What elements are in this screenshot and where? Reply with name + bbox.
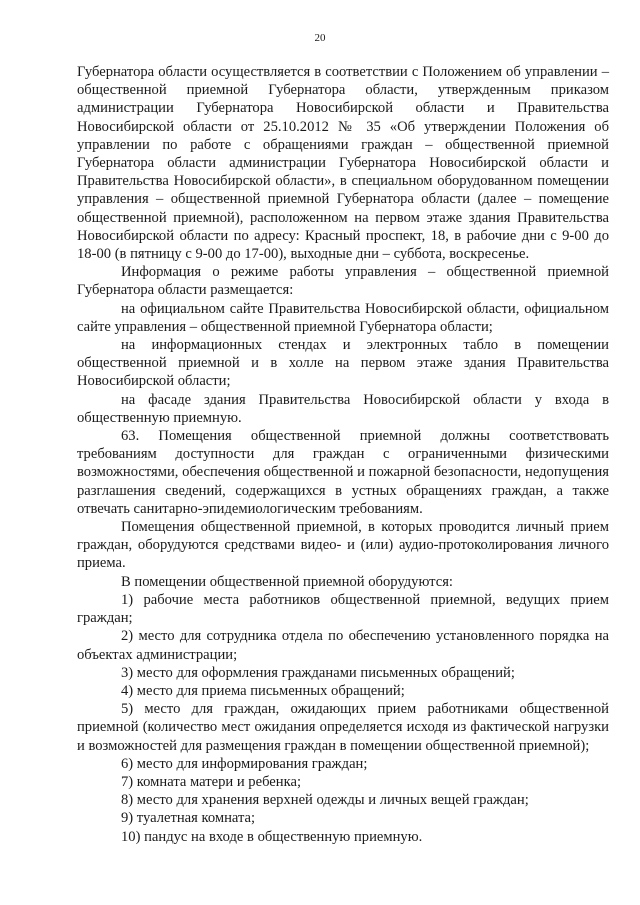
- paragraph: Губернатора области осуществляется в соответствии с Положением об управлении – общественной приемной Губернатора области, утвержденным приказом администрации Губернатора Новосибирской области и Правительства Новосибирской области от 25.10.2012 № 35 «Об утверждении Положения об управлении по работе с обращениями граждан – общественной приемной Губернатора области администрации Губернатора Новосибирской области и Правительства Новосибирской области», в специальном оборудованном помещении управления – общественной приемной Губернатора области (далее – помещение общественной приемной), расположенном на первом этаже здания Правительства Новосибирской области по адресу: Красный проспект, 18, в рабочие дни с 9-00 до 18-00 (в пятницу с 9-00 до 17-00), выходные дни – суббота, воскресенье.: [77, 64, 609, 263]
- list-item: 3) место для оформления гражданами письменных обращений;: [121, 664, 515, 681]
- list-item: 2) место для сотрудника отдела по обеспечению установленного порядка на объектах администрации;: [77, 628, 609, 663]
- list-item: 10) пандус на входе в общественную приемную.: [121, 828, 423, 845]
- list-item: 1) рабочие места работников общественной приемной, ведущих прием граждан;: [77, 591, 609, 627]
- list-item: 8) место для хранения верхней одежды и личных вещей граждан;: [121, 792, 529, 809]
- list-item: 4) место для приема письменных обращений;: [121, 682, 405, 699]
- list-item: 5) место для граждан, ожидающих прием работниками общественной приемной (количество мест ожидания определяется исходя из фактической нагрузки и возможностей для размещения граждан в помещении общественной приемной);: [77, 701, 609, 754]
- paragraph: на фасаде здания Правительства Новосибирской области у входа в общественную приемную.: [77, 391, 609, 426]
- paragraph: 63. Помещения общественной приемной должны соответствовать требованиям доступности для граждан с ограниченными физическими возможностями, обеспечения общественной и пожарной безопасности, недопущения разглашения сведений, содержащихся в устных обращениях граждан, а также отвечать санитарно-эпидемиологическим требованиям.: [77, 428, 609, 517]
- list-item: 9) туалетная комната;: [121, 810, 256, 827]
- paragraph: Помещения общественной приемной, в которых проводится личный прием граждан, оборудуются средствами видео- и (или) аудио-протоколирования личного приема.: [77, 519, 609, 572]
- paragraph: Информация о режиме работы управления – общественной приемной Губернатора области размещается:: [77, 264, 609, 299]
- list-item: 7) комната матери и ребенка;: [121, 773, 301, 790]
- page-number: 20: [314, 32, 326, 44]
- list-item: 6) место для информирования граждан;: [121, 755, 368, 772]
- document-body: [77, 63, 609, 846]
- paragraph: на официальном сайте Правительства Новосибирской области, официальном сайте управления – общественной приемной Губернатора области;: [77, 300, 609, 335]
- paragraph: В помещении общественной приемной оборудуются:: [121, 573, 453, 590]
- paragraph: на информационных стендах и электронных табло в помещении общественной приемной и в холле на первом этаже здания Правительства Новосибирской области;: [77, 337, 609, 390]
